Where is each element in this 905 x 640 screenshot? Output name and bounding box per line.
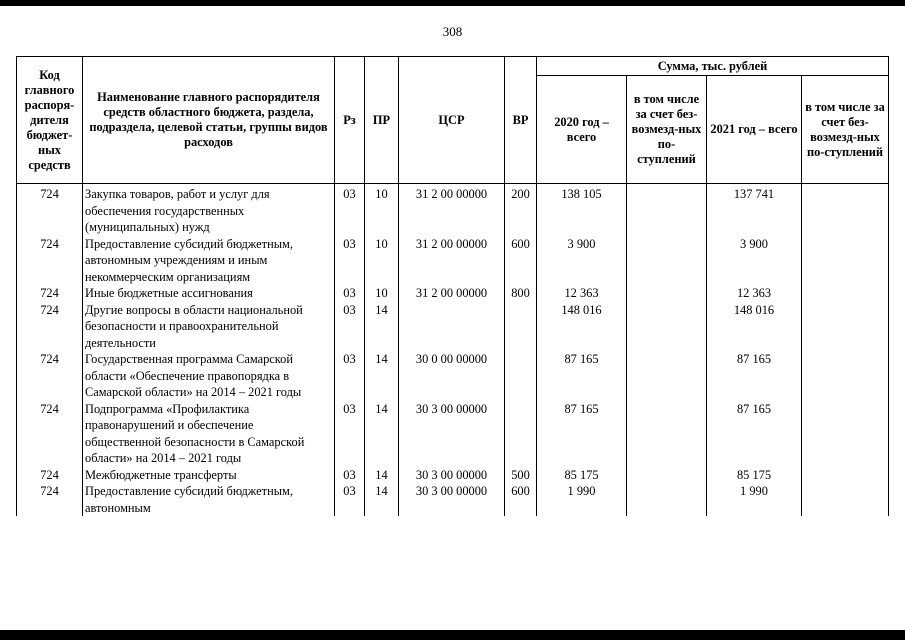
table-row <box>17 401 889 467</box>
cell-rz: 03 <box>335 401 365 467</box>
header-2021-free: в том числе за счет без-возмезд-ных по-ступлений <box>802 76 889 184</box>
cell-rz: 03 <box>335 351 365 401</box>
cell-name: Межбюджетные трансферты <box>83 467 335 484</box>
header-2021-total: 2021 год – всего <box>707 76 802 184</box>
table-row <box>17 184 889 236</box>
cell-vr <box>505 401 537 467</box>
cell-2021-free <box>802 483 889 516</box>
cell-2020-total: 12 363 <box>537 285 627 302</box>
table-row <box>17 302 889 352</box>
cell-vr: 600 <box>505 483 537 516</box>
cell-2021-total: 1 990 <box>707 483 802 516</box>
header-pr: ПР <box>365 57 399 184</box>
cell-2021-total: 148 016 <box>707 302 802 352</box>
table-row <box>17 285 889 302</box>
cell-name: Подпрограмма «Профилактика правонарушений и обеспечение общественной безопасности в Самарской области» на 2014 – 2021 годы <box>83 401 335 467</box>
cell-name: Предоставление субсидий бюджетным, автономным учреждениям и иным некоммерческим организациям <box>83 236 335 286</box>
cell-rz: 03 <box>335 467 365 484</box>
cell-2020-free <box>627 184 707 236</box>
cell-2020-free <box>627 302 707 352</box>
cell-2021-total: 3 900 <box>707 236 802 286</box>
cell-2021-total: 87 165 <box>707 351 802 401</box>
budget-table <box>16 56 889 516</box>
cell-csr: 30 3 00 00000 <box>399 483 505 516</box>
cell-name: Иные бюджетные ассигнования <box>83 285 335 302</box>
cell-2020-total: 85 175 <box>537 467 627 484</box>
cell-pr: 14 <box>365 483 399 516</box>
cell-kod: 724 <box>17 302 83 352</box>
cell-2021-total: 87 165 <box>707 401 802 467</box>
cell-kod: 724 <box>17 351 83 401</box>
cell-csr: 30 3 00 00000 <box>399 467 505 484</box>
header-kod: Код главного распоря-дителя бюджет-ных средств <box>17 57 83 184</box>
cell-csr: 31 2 00 00000 <box>399 285 505 302</box>
cell-vr <box>505 351 537 401</box>
cell-pr: 14 <box>365 302 399 352</box>
cell-csr: 31 2 00 00000 <box>399 184 505 236</box>
cell-2021-free <box>802 184 889 236</box>
cell-kod: 724 <box>17 236 83 286</box>
cell-vr: 500 <box>505 467 537 484</box>
header-2020-free: в том числе за счет без-возмезд-ных по-ступлений <box>627 76 707 184</box>
cell-2021-total: 12 363 <box>707 285 802 302</box>
table-row <box>17 236 889 286</box>
cell-vr: 800 <box>505 285 537 302</box>
cell-csr: 31 2 00 00000 <box>399 236 505 286</box>
cell-2021-free <box>802 236 889 286</box>
cell-2020-free <box>627 351 707 401</box>
header-sum: Сумма, тыс. рублей <box>537 57 889 76</box>
cell-rz: 03 <box>335 302 365 352</box>
cell-name: Государственная программа Самарской области «Обеспечение правопорядка в Самарской области» на 2014 – 2021 годы <box>83 351 335 401</box>
cell-2021-free <box>802 467 889 484</box>
table-row <box>17 351 889 401</box>
cell-rz: 03 <box>335 236 365 286</box>
cell-kod: 724 <box>17 467 83 484</box>
header-name: Наименование главного распорядителя средств областного бюджета, раздела, подраздела, целевой статьи, группы видов расходов <box>83 57 335 184</box>
cell-2021-total: 85 175 <box>707 467 802 484</box>
cell-kod: 724 <box>17 483 83 516</box>
top-scan-border <box>0 0 905 6</box>
cell-vr: 200 <box>505 184 537 236</box>
cell-csr: 30 0 00 00000 <box>399 351 505 401</box>
header-csr: ЦСР <box>399 57 505 184</box>
cell-2020-total: 1 990 <box>537 483 627 516</box>
cell-2021-free <box>802 401 889 467</box>
cell-pr: 14 <box>365 467 399 484</box>
cell-2020-free <box>627 483 707 516</box>
header-rz: Рз <box>335 57 365 184</box>
cell-csr <box>399 302 505 352</box>
cell-pr: 10 <box>365 285 399 302</box>
cell-pr: 10 <box>365 184 399 236</box>
header-vr: ВР <box>505 57 537 184</box>
table-row <box>17 467 889 484</box>
cell-rz: 03 <box>335 285 365 302</box>
table-row <box>17 483 889 516</box>
cell-2020-free <box>627 285 707 302</box>
cell-kod: 724 <box>17 184 83 236</box>
cell-2020-total: 87 165 <box>537 351 627 401</box>
cell-pr: 14 <box>365 401 399 467</box>
cell-csr: 30 3 00 00000 <box>399 401 505 467</box>
cell-name: Другие вопросы в области национальной безопасности и правоохранительной деятельности <box>83 302 335 352</box>
cell-2020-total: 148 016 <box>537 302 627 352</box>
cell-2021-total: 137 741 <box>707 184 802 236</box>
bottom-scan-border <box>0 630 905 640</box>
cell-name: Предоставление субсидий бюджетным, автономным <box>83 483 335 516</box>
cell-2020-free <box>627 401 707 467</box>
page-number: 308 <box>442 24 463 39</box>
cell-rz: 03 <box>335 483 365 516</box>
cell-pr: 14 <box>365 351 399 401</box>
cell-2020-total: 3 900 <box>537 236 627 286</box>
cell-vr: 600 <box>505 236 537 286</box>
cell-2021-free <box>802 302 889 352</box>
cell-2020-free <box>627 236 707 286</box>
cell-pr: 10 <box>365 236 399 286</box>
cell-name: Закупка товаров, работ и услуг для обеспечения государственных (муниципальных) нужд <box>83 184 335 236</box>
cell-kod: 724 <box>17 285 83 302</box>
cell-kod: 724 <box>17 401 83 467</box>
cell-2020-total: 138 105 <box>537 184 627 236</box>
cell-vr <box>505 302 537 352</box>
cell-2021-free <box>802 351 889 401</box>
cell-2021-free <box>802 285 889 302</box>
cell-2020-total: 87 165 <box>537 401 627 467</box>
cell-2020-free <box>627 467 707 484</box>
cell-rz: 03 <box>335 184 365 236</box>
header-2020-total: 2020 год – всего <box>537 76 627 184</box>
